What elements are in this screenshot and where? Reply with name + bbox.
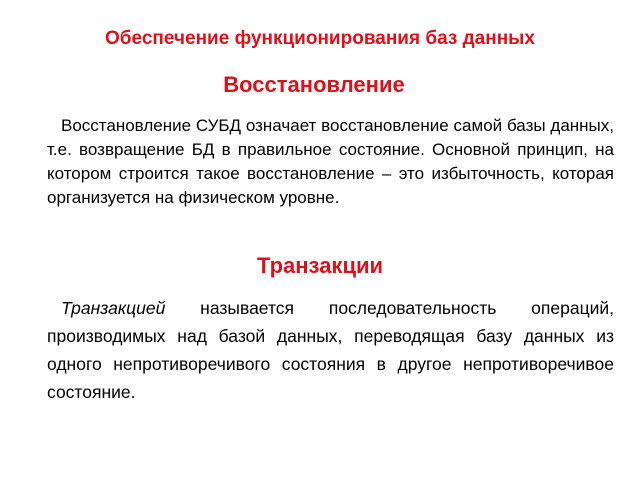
recovery-paragraph-text: Восстановление СУБД означает восстановление самой базы данных, т.е. возвращение БД в правильное состояние. Основной принцип, на котором строится такое восстановление – это избыточность, которая организуется на физическом уровне. bbox=[47, 116, 614, 207]
transactions-paragraph bbox=[47, 294, 614, 406]
transactions-paragraph-text: называется последовательность операций, производимых над базой данных, переводящая базу данных из одного непротиворечивого состояния в другое непротиворечивое состояние. bbox=[47, 298, 614, 402]
slide-title: Обеспечение функционирования баз данных bbox=[105, 28, 535, 49]
section-heading-transactions: Транзакции bbox=[256, 253, 384, 278]
transaction-term: Транзакцией bbox=[61, 298, 166, 318]
section-heading-recovery: Восстановление bbox=[223, 72, 405, 97]
recovery-paragraph bbox=[47, 114, 614, 210]
